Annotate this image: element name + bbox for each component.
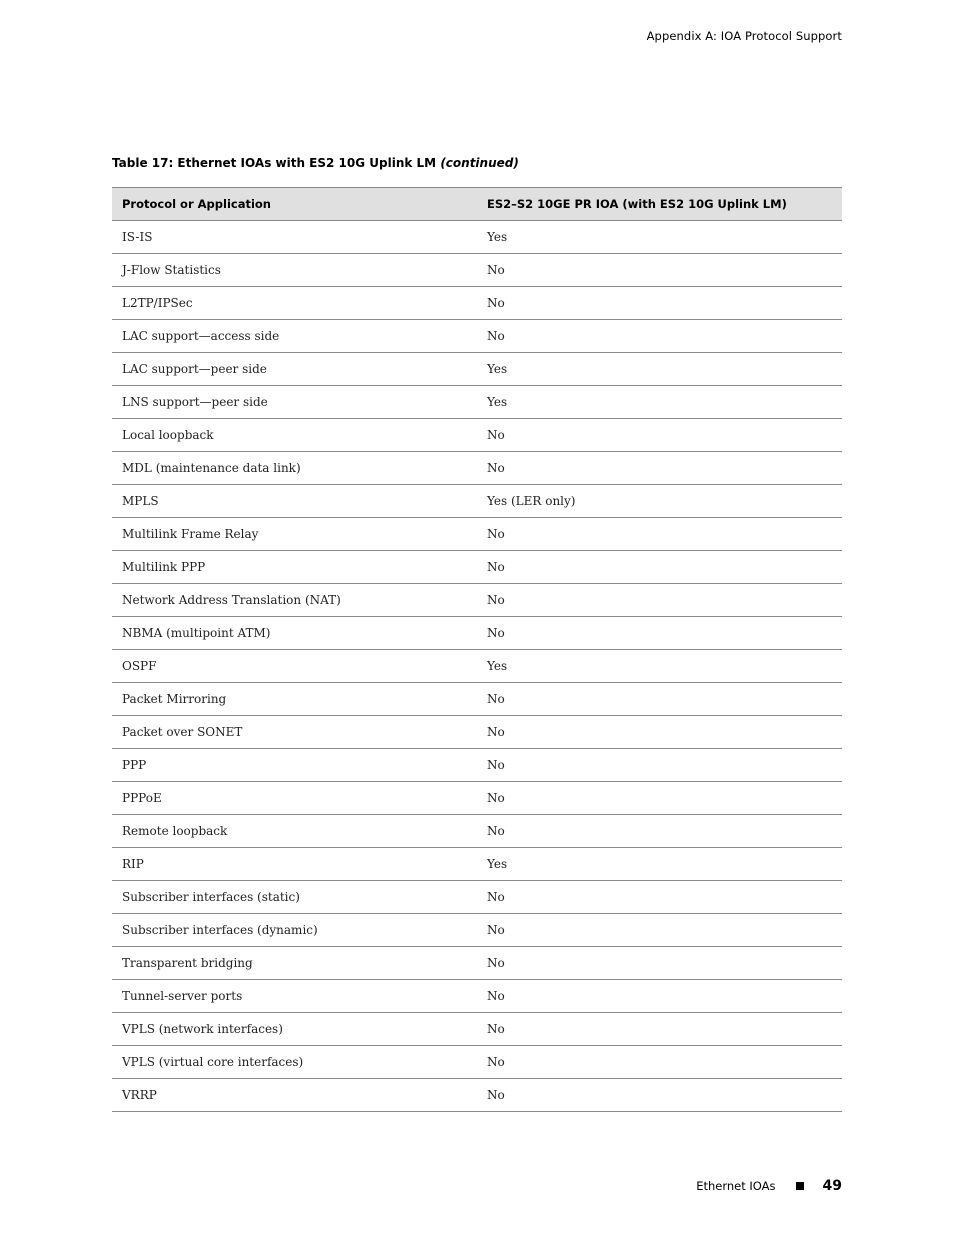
table-row: [112, 617, 842, 650]
table-title-continued: (continued): [440, 156, 519, 170]
table-row: [112, 221, 842, 254]
table-row: [112, 947, 842, 980]
support-cell: Yes: [477, 650, 842, 683]
protocol-cell: Network Address Translation (NAT): [112, 584, 477, 617]
support-cell: No: [477, 1046, 842, 1079]
table-row: [112, 386, 842, 419]
protocol-cell: Subscriber interfaces (static): [112, 881, 477, 914]
support-cell: No: [477, 1079, 842, 1112]
protocol-cell: Subscriber interfaces (dynamic): [112, 914, 477, 947]
table-row: [112, 1013, 842, 1046]
protocol-cell: VRRP: [112, 1079, 477, 1112]
square-bullet-icon: [796, 1182, 804, 1190]
support-cell: No: [477, 914, 842, 947]
support-cell: No: [477, 584, 842, 617]
protocol-cell: PPP: [112, 749, 477, 782]
table-row: [112, 452, 842, 485]
table-row: [112, 551, 842, 584]
support-cell: No: [477, 815, 842, 848]
protocol-cell: L2TP/IPSec: [112, 287, 477, 320]
protocol-cell: MDL (maintenance data link): [112, 452, 477, 485]
support-cell: No: [477, 980, 842, 1013]
table-row: [112, 749, 842, 782]
protocol-cell: PPPoE: [112, 782, 477, 815]
protocol-cell: RIP: [112, 848, 477, 881]
protocol-cell: LNS support—peer side: [112, 386, 477, 419]
protocol-cell: LAC support—access side: [112, 320, 477, 353]
protocol-cell: Local loopback: [112, 419, 477, 452]
support-cell: No: [477, 320, 842, 353]
protocol-cell: OSPF: [112, 650, 477, 683]
protocol-cell: Tunnel-server ports: [112, 980, 477, 1013]
protocol-cell: MPLS: [112, 485, 477, 518]
support-cell: Yes: [477, 848, 842, 881]
table-row: [112, 320, 842, 353]
support-cell: No: [477, 782, 842, 815]
table-row: [112, 650, 842, 683]
protocol-cell: LAC support—peer side: [112, 353, 477, 386]
protocol-cell: Packet over SONET: [112, 716, 477, 749]
footer-section-title: Ethernet IOAs: [696, 1179, 776, 1193]
table-row: [112, 353, 842, 386]
table-row: [112, 1079, 842, 1112]
support-cell: Yes: [477, 221, 842, 254]
support-cell: No: [477, 881, 842, 914]
support-cell: No: [477, 254, 842, 287]
support-cell: No: [477, 452, 842, 485]
table-header-row: [112, 188, 842, 221]
column-header-protocol: Protocol or Application: [112, 188, 477, 221]
table-row: [112, 419, 842, 452]
column-header-support: ES2–S2 10GE PR IOA (with ES2 10G Uplink LM): [477, 188, 842, 221]
support-cell: Yes: [477, 353, 842, 386]
protocol-cell: IS-IS: [112, 221, 477, 254]
support-cell: No: [477, 947, 842, 980]
table-row: [112, 815, 842, 848]
support-cell: Yes: [477, 386, 842, 419]
table-row: [112, 287, 842, 320]
support-cell: No: [477, 683, 842, 716]
protocol-cell: Remote loopback: [112, 815, 477, 848]
table-row: [112, 584, 842, 617]
support-cell: No: [477, 551, 842, 584]
table-row: [112, 518, 842, 551]
support-cell: No: [477, 518, 842, 551]
support-cell: No: [477, 749, 842, 782]
table-body: [112, 221, 842, 1112]
support-cell: No: [477, 716, 842, 749]
protocol-cell: J-Flow Statistics: [112, 254, 477, 287]
table-row: [112, 254, 842, 287]
protocol-cell: Packet Mirroring: [112, 683, 477, 716]
support-cell: No: [477, 617, 842, 650]
protocol-cell: Multilink Frame Relay: [112, 518, 477, 551]
table-row: [112, 716, 842, 749]
table-row: [112, 914, 842, 947]
table-title: [112, 156, 519, 170]
protocol-cell: Transparent bridging: [112, 947, 477, 980]
protocol-cell: VPLS (virtual core interfaces): [112, 1046, 477, 1079]
table-row: [112, 782, 842, 815]
protocol-cell: Multilink PPP: [112, 551, 477, 584]
table-title-text: Table 17: Ethernet IOAs with ES2 10G Uplink LM: [112, 156, 437, 170]
support-cell: Yes (LER only): [477, 485, 842, 518]
table-row: [112, 485, 842, 518]
support-cell: No: [477, 1013, 842, 1046]
support-cell: No: [477, 419, 842, 452]
table-row: [112, 881, 842, 914]
table-row: [112, 683, 842, 716]
page-number: 49: [822, 1178, 842, 1194]
table-row: [112, 980, 842, 1013]
table-row: [112, 848, 842, 881]
table-row: [112, 1046, 842, 1079]
support-cell: No: [477, 287, 842, 320]
protocol-support-table: [112, 187, 842, 1112]
protocol-cell: VPLS (network interfaces): [112, 1013, 477, 1046]
protocol-cell: NBMA (multipoint ATM): [112, 617, 477, 650]
running-footer: [696, 1178, 842, 1194]
running-header: Appendix A: IOA Protocol Support: [646, 29, 842, 43]
